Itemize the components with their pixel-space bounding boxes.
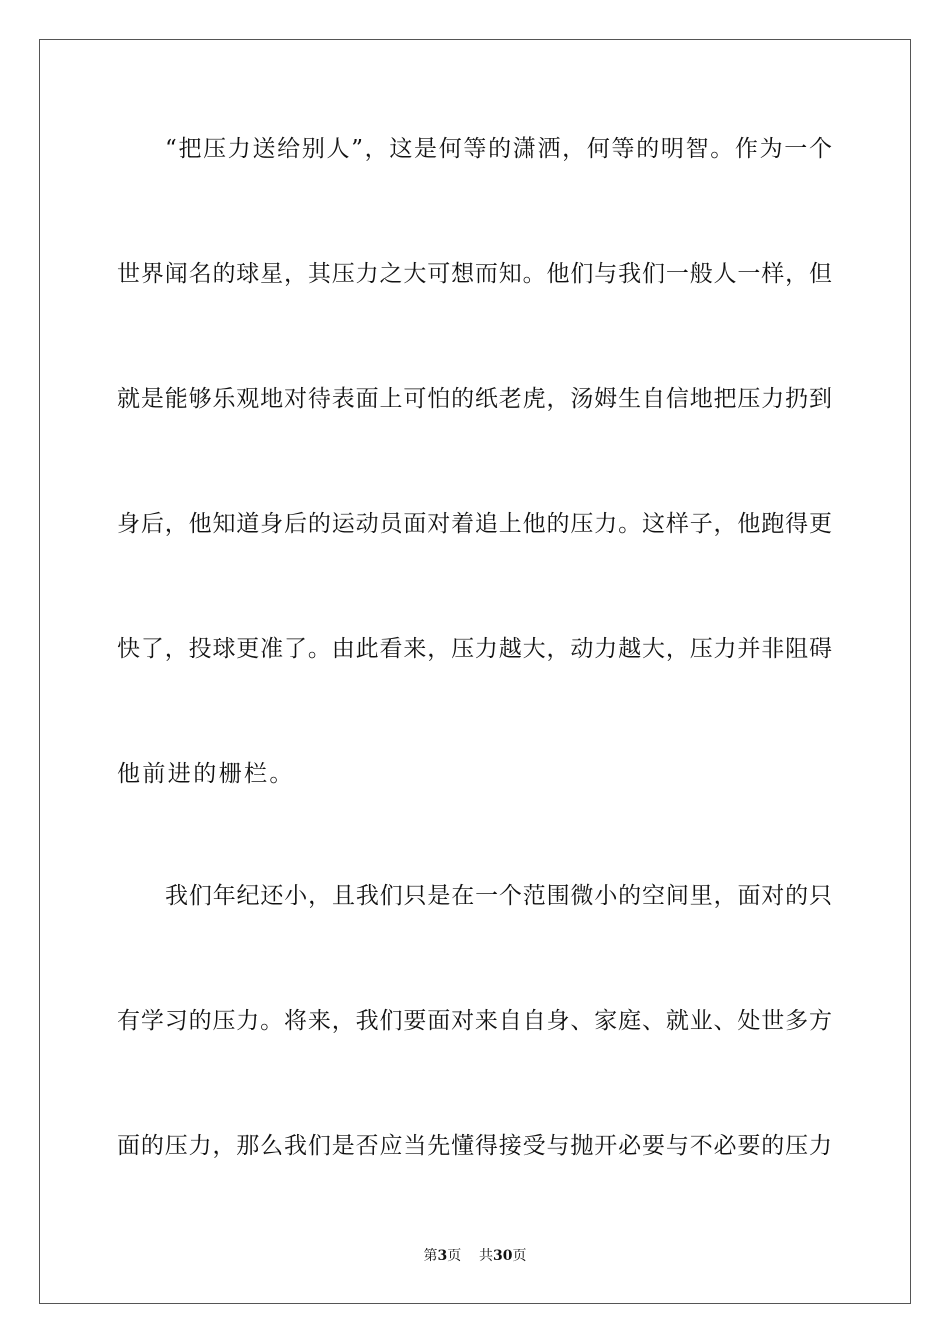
total-pages: 30 [493,1248,513,1264]
page-number: 3 [437,1248,448,1264]
text-line-4: 身后，他知道身后的运动员面对着追上他的压力。这样子，他跑得更 [117,511,832,537]
text-line-9: 面的压力，那么我们是否应当先懂得接受与抛开必要与不必要的压力 [117,1133,832,1159]
page-border [39,39,911,1304]
total-suffix: 页 [512,1248,527,1264]
page-prefix: 第 [423,1248,438,1264]
text-line-6: 他前进的栅栏。 [117,761,295,787]
page-suffix: 页 [447,1248,462,1264]
text-line-7: 我们年纪还小，且我们只是在一个范围微小的空间里，面对的只 [165,883,832,909]
text-line-2: 世界闻名的球星，其压力之大可想而知。他们与我们一般人一样，但 [117,261,832,287]
page-footer [0,1247,950,1265]
total-prefix: 共 [479,1248,494,1264]
text-line-5: 快了，投球更准了。由此看来，压力越大，动力越大，压力并非阻碍 [117,636,832,662]
text-line-3: 就是能够乐观地对待表面上可怕的纸老虎，汤姆生自信地把压力扔到 [117,386,832,412]
text-line-8: 有学习的压力。将来，我们要面对来自自身、家庭、就业、处世多方 [117,1008,832,1034]
text-line-1: “把压力送给别人”，这是何等的潇洒，何等的明智。作为一个 [165,136,832,162]
